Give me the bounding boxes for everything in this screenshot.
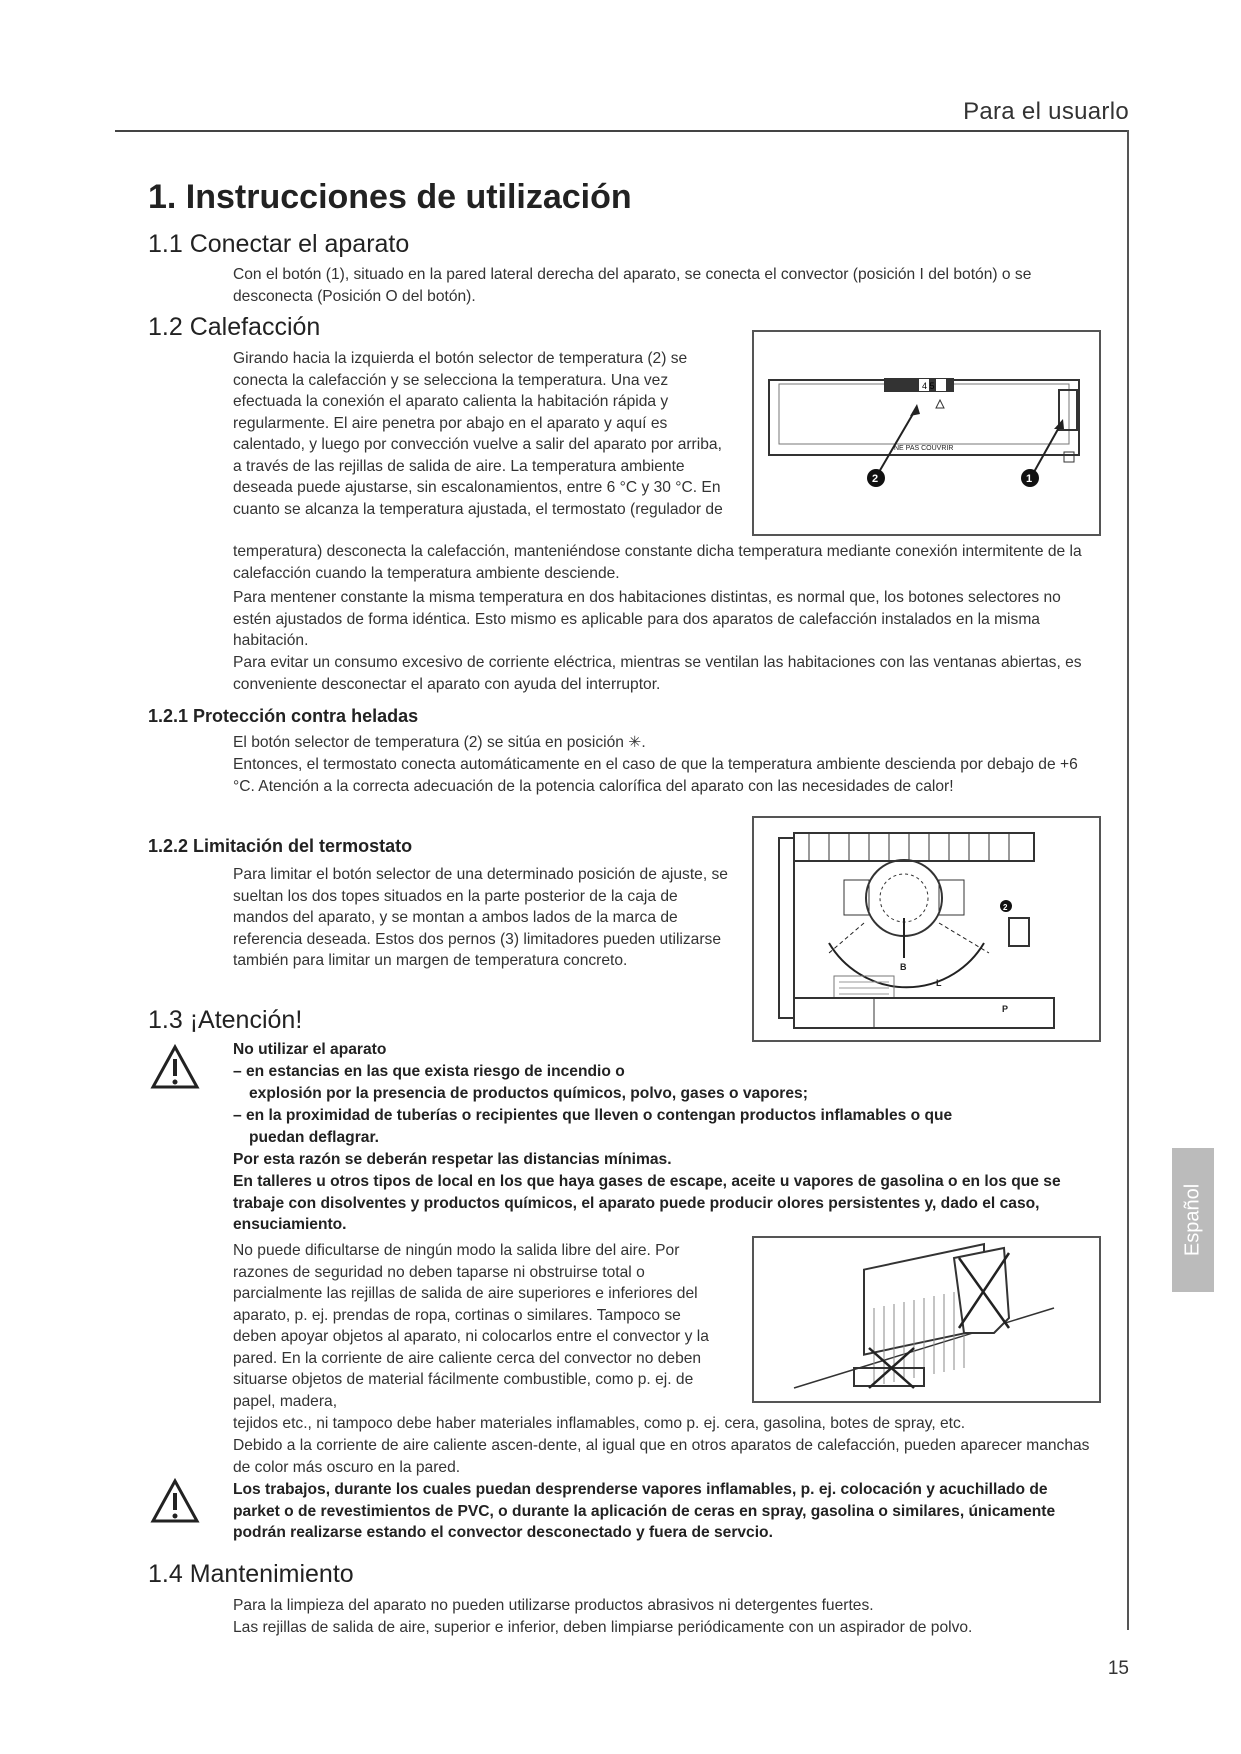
section-1-1-title: 1.1 Conectar el aparato [148,230,410,258]
running-header: Para el usuarlo [963,98,1129,125]
warning-line-7: En talleres u otros tipos de local en los que haya gases de escape, aceite u vapores de gasolina o en los que se trabaje con disolventes y productos químicos, el aparato puede producir olores persistentes y, dado el caso, ensuciamiento. [233,1173,1061,1233]
figure-do-not-cover [752,1236,1101,1403]
fig2-label-p: P [1002,1004,1009,1014]
section-1-2-1-text-1: El botón selector de temperatura (2) se sitúa en posición ✳. [233,734,646,751]
convector-drawing [754,332,1099,534]
language-tab-label: Español [1181,1183,1204,1257]
section-1-4-text-2: Las rejillas de salida de aire, superior e inferior, deben limpiarse periódicamente con un aspirador de polvo. [233,1619,973,1636]
warning-line-2: – en estancias en las que exista riesgo de incendio o [233,1063,625,1080]
section-1-2-1-text-2: Entonces, el termostato conecta automáticamente en el caso de que la temperatura ambiente descienda por debajo de +6 °C. Atención a la correcta adecuación de la potencia calorífica del aparato con las necesidades de calor! [233,756,1078,795]
section-1-2-1-title: 1.2.1 Protección contra heladas [148,706,419,726]
section-1-4-title: 1.4 Mantenimiento [148,1560,354,1588]
section-1-4-text-1: Para la limpieza del aparato no pueden utilizarse productos abrasivos ni detergentes fuertes. [233,1597,874,1614]
dial-numbers: 4 5 [922,381,935,391]
warning-line-4: – en la proximidad de tuberías o recipientes que lleven o contengan productos inflamables o que [233,1107,953,1124]
fig2-label-l: L [936,978,942,988]
warning-triangle-icon-2 [150,1478,200,1524]
fig2-marker-2: 2 [1003,903,1008,912]
section-1-3-text-b: tejidos etc., ni tampoco debe haber materiales inflamables, como p. ej. cera, gasolina, botes de spray, etc. [233,1415,966,1432]
section-1-3-title: 1.3 ¡Atención! [148,1006,303,1034]
marker-1: 1 [1026,473,1033,485]
section-1-2-text-2: Para mentener constante la misma temperatura en dos habitaciones distintas, es normal que, los botones selectores no estén ajustados de forma idéntica. Esto mismo es aplicable para dos aparatos de calefacción instalados en la misma habitación. [233,589,1061,649]
section-1-2-text-a: Girando hacia la izquierda el botón selector de temperatura (2) se conecta la calefacción y se selecciona la temperatura. Una vez efectuada la conexión el aparato calienta la habitación rápida y regularmente. El aire penetra por abajo en el aparato y aquí es calentado, y luego por convección vuelve a salir del aparato por arriba, a través de las rejillas de salida de aire. La temperatura ambiente deseada puede ajustarse, sin escalonamientos, entre 6 °C y 30 °C. En cuanto se alcanza la temperatura ajustada, el termostato (regulador de [233,350,723,518]
figure-thermostat-stops [752,816,1101,1042]
section-1-2-2-text: Para limitar el botón selector de una determinado posición de ajuste, se sueltan los dos topes situados en la parte posterior de la caja de mandos del aparato, y se montan a ambos lados de la marca de referencia deseada. Estos dos pernos (3) limitadores pueden utilizarse también para limitar un margen de temperatura concreto. [233,866,728,969]
header-rule [115,130,1128,132]
warning-line-3: explosión por la presencia de productos químicos, polvo, gases o vapores; [249,1085,808,1102]
marker-2: 2 [872,473,879,485]
section-1-2-text-3: Para evitar un consumo excesivo de corriente eléctrica, mientras se ventilan las habitaciones con las ventanas abiertas, es conveniente desconectar el aparato con ayuda del interruptor. [233,654,1082,693]
fig2-label-b: B [900,962,907,972]
language-tab [1172,1148,1214,1292]
page-number: 15 [1107,1658,1129,1679]
thermostat-drawing [754,818,1099,1040]
section-1-2-title: 1.2 Calefacción [148,313,321,341]
section-1-2-text-b: temperatura) desconecta la calefacción, manteniéndose constante dicha temperatura mediante conexión intermitente de la calefacción cuando la temperatura ambiente desciende. [233,543,1082,582]
warning-line-1: No utilizar el aparato [233,1041,387,1058]
do-not-cover-drawing [754,1238,1099,1401]
ne-pas-couvrir-label: NE PAS COUVRIR [894,445,954,452]
chapter-title: 1. Instrucciones de utilización [148,178,632,216]
section-1-2-2-title: 1.2.2 Limitación del termostato [148,836,413,856]
section-1-1-text: Con el botón (1), situado en la pared lateral derecha del aparato, se conecta el convector (posición I del botón) o se desconecta (Posición O del botón). [233,266,1032,305]
figure-convector-controls [752,330,1101,536]
warning-line-5: puedan deflagrar. [249,1129,379,1146]
warning-triangle-icon [150,1044,200,1090]
section-1-3-text-2: Debido a la corriente de aire caliente ascen-dente, al igual que en otros aparatos de calefacción, pueden aparecer manchas de color más oscuro en la pared. [233,1437,1090,1476]
section-1-3-text-a: No puede dificultarse de ningún modo la salida libre del aire. Por razones de seguridad no deben taparse ni obstruirse total o parcialmente las rejillas de salida de aire superiores e inferiores del aparato, p. ej. prendas de ropa, cortinas o similares. Tampoco se deben apoyar objetos al aparato, ni colocarlos entre el convector y la pared. En la corriente de aire caliente cerca del convector no deben situarse objetos de material fácilmente combustible, como p. ej. de papel, madera, [233,1242,709,1410]
warning-line-6: Por esta razón se deberán respetar las distancias mínimas. [233,1151,672,1168]
warning-flammable-work: Los trabajos, durante los cuales puedan desprenderse vapores inflamables, p. ej. colocación y acuchillado de parket o de revestimientos de PVC, o durante la aplicación de ceras en spray, gasolina o similares, únicamente podrán realizarse estando el convector desconectado y fuera de servcio. [233,1481,1056,1541]
margin-rule [1127,130,1129,1630]
